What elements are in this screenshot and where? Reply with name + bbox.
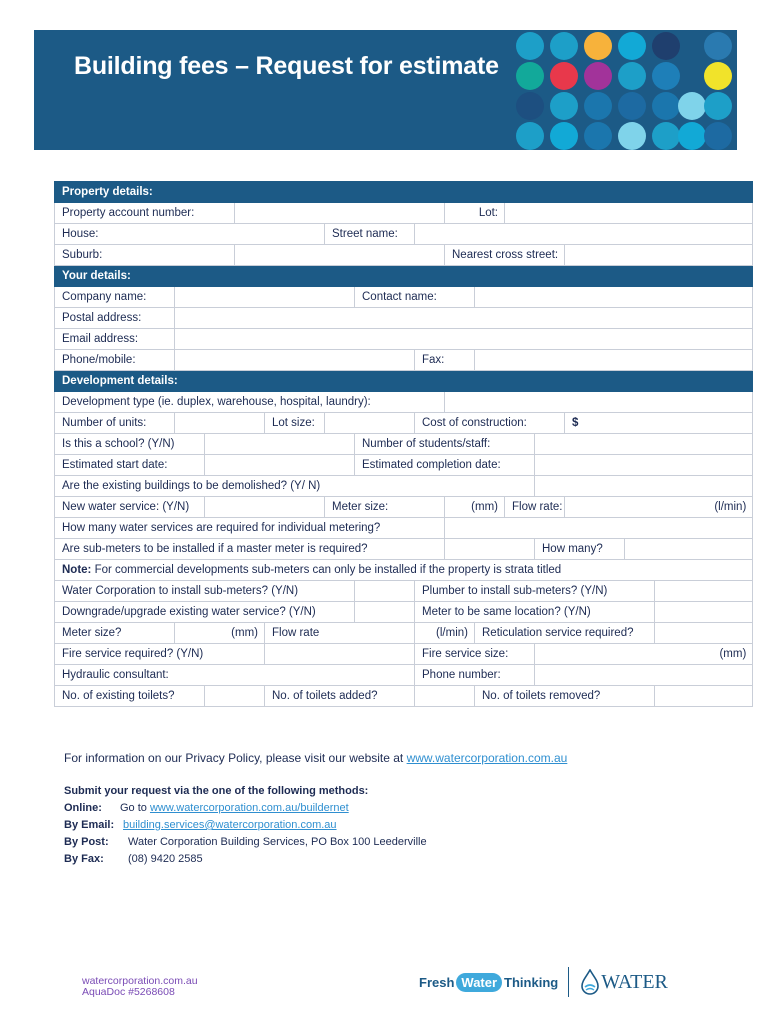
- toilets-removed-field[interactable]: [655, 686, 753, 707]
- company-name-label: Company name:: [55, 287, 175, 308]
- flow-rate-plain-label: Flow rate: [265, 623, 415, 644]
- phone-mobile-label: Phone/mobile:: [55, 350, 175, 371]
- decorative-dot: [652, 92, 680, 120]
- is-school-field[interactable]: [205, 434, 355, 455]
- phone-mobile-field[interactable]: [175, 350, 415, 371]
- decorative-dot: [550, 32, 578, 60]
- water-corporation-logo: [581, 969, 668, 995]
- submit-email-row: [64, 819, 427, 836]
- fax-field[interactable]: [475, 350, 753, 371]
- decorative-dot: [652, 32, 680, 60]
- decorative-dot: [652, 62, 680, 90]
- flow-rate-plain-field[interactable]: (l/min): [415, 623, 475, 644]
- section-header-property: Property details:: [55, 182, 753, 203]
- footer-doc-id: AquaDoc #5268608: [82, 986, 175, 998]
- existing-toilets-field[interactable]: [205, 686, 265, 707]
- decorative-dot: [550, 92, 578, 120]
- toilets-added-field[interactable]: [415, 686, 475, 707]
- existing-demolished-label: Are the existing buildings to be demolished? (Y/ N): [55, 476, 535, 497]
- post-label: By Post:: [64, 836, 109, 848]
- reticulation-label: Reticulation service required?: [475, 623, 655, 644]
- tagline-thinking: Thinking: [504, 974, 559, 990]
- plumber-install-sub-meters-field[interactable]: [655, 581, 753, 602]
- decorative-dot: [516, 32, 544, 60]
- decorative-dot: [704, 62, 732, 90]
- hydraulic-consultant-label: Hydraulic consultant:: [55, 665, 415, 686]
- toilets-removed-label: No. of toilets removed?: [475, 686, 655, 707]
- number-of-units-label: Number of units:: [55, 413, 175, 434]
- decorative-dot: [652, 122, 680, 150]
- decorative-dot: [516, 122, 544, 150]
- strata-note: [55, 560, 753, 581]
- submit-heading: Submit your request via the one of the following methods:: [64, 785, 369, 797]
- how-many-services-label: How many water services are required for individual metering?: [55, 518, 445, 539]
- email-address-field[interactable]: [175, 329, 753, 350]
- tagline-fresh: Fresh: [419, 974, 455, 990]
- phone-number-field[interactable]: [535, 665, 753, 686]
- privacy-link[interactable]: www.watercorporation.com.au: [406, 751, 568, 765]
- meter-size-question-field[interactable]: (mm): [175, 623, 265, 644]
- decorative-dot: [678, 122, 706, 150]
- email-link[interactable]: building.services@watercorporation.com.au: [123, 819, 337, 831]
- submit-online-row: [64, 802, 427, 819]
- decorative-dot: [618, 62, 646, 90]
- number-of-students-field[interactable]: [535, 434, 753, 455]
- house-label: House:: [55, 224, 325, 245]
- number-of-units-field[interactable]: [175, 413, 265, 434]
- meter-same-location-label: Meter to be same location? (Y/N): [415, 602, 655, 623]
- estimated-start-date-field[interactable]: [205, 455, 355, 476]
- existing-demolished-field[interactable]: [535, 476, 753, 497]
- note-bold-label: Note:: [62, 564, 92, 576]
- wc-install-sub-meters-field[interactable]: [355, 581, 415, 602]
- decorative-dot: [704, 122, 732, 150]
- header-banner: [34, 30, 737, 150]
- decorative-dot: [678, 92, 706, 120]
- footer-website: watercorporation.com.au: [82, 975, 198, 987]
- suburb-field[interactable]: [235, 245, 445, 266]
- sub-meters-master-label: Are sub-meters to be installed if a master meter is required?: [55, 539, 445, 560]
- plumber-install-sub-meters-label: Plumber to install sub-meters? (Y/N): [415, 581, 655, 602]
- decorative-dot: [618, 122, 646, 150]
- cost-of-construction-field[interactable]: $: [565, 413, 753, 434]
- decorative-dot: [704, 32, 732, 60]
- tagline-water: Water: [456, 973, 502, 992]
- phone-number-label: Phone number:: [415, 665, 535, 686]
- footer-branding: [419, 965, 668, 999]
- toilets-added-label: No. of toilets added?: [265, 686, 415, 707]
- property-account-number-label: Property account number:: [55, 203, 235, 224]
- fire-service-required-field[interactable]: [265, 644, 415, 665]
- development-type-field[interactable]: [445, 392, 753, 413]
- estimate-form: [54, 181, 753, 707]
- fire-service-required-label: Fire service required? (Y/N): [55, 644, 265, 665]
- new-water-service-label: New water service: (Y/N): [55, 497, 205, 518]
- contact-name-label: Contact name:: [355, 287, 475, 308]
- submit-methods: [64, 785, 427, 870]
- privacy-text: For information on our Privacy Policy, please visit our website at: [64, 751, 407, 765]
- page-title: Building fees – Request for estimate: [74, 52, 499, 80]
- company-name-field[interactable]: [175, 287, 355, 308]
- note-text: For commercial developments sub-meters can only be installed if the property is strata titled: [91, 564, 562, 576]
- estimated-completion-date-field[interactable]: [535, 455, 753, 476]
- how-many-field[interactable]: [625, 539, 753, 560]
- estimated-start-date-label: Estimated start date:: [55, 455, 205, 476]
- property-account-number-field[interactable]: [235, 203, 445, 224]
- post-text: Water Corporation Building Services, PO Box 100 Leederville: [128, 836, 427, 848]
- section-header-development: Development details:: [55, 371, 753, 392]
- online-label: Online:: [64, 802, 102, 814]
- fax-method-text: (08) 9420 2585: [128, 853, 203, 865]
- is-school-label: Is this a school? (Y/N): [55, 434, 205, 455]
- flow-rate-label: Flow rate:: [505, 497, 565, 518]
- estimated-completion-date-label: Estimated completion date:: [355, 455, 535, 476]
- decorative-dot: [584, 92, 612, 120]
- decorative-dot: [618, 32, 646, 60]
- decorative-dot: [584, 32, 612, 60]
- lot-size-label: Lot size:: [265, 413, 325, 434]
- online-text: Go to: [120, 802, 150, 814]
- logo-text: WATER: [601, 970, 668, 993]
- fax-method-label: By Fax:: [64, 853, 104, 865]
- lot-label: Lot:: [445, 203, 505, 224]
- new-water-service-field[interactable]: [205, 497, 325, 518]
- street-name-field[interactable]: [415, 224, 753, 245]
- fire-service-size-field[interactable]: (mm): [535, 644, 753, 665]
- postal-address-label: Postal address:: [55, 308, 175, 329]
- submit-post-row: [64, 836, 427, 853]
- how-many-services-field[interactable]: [445, 518, 753, 539]
- decorative-dot: [516, 62, 544, 90]
- decorative-dot: [618, 92, 646, 120]
- meter-size-question-label: Meter size?: [55, 623, 175, 644]
- street-name-label: Street name:: [325, 224, 415, 245]
- meter-size-field[interactable]: (mm): [445, 497, 505, 518]
- downgrade-upgrade-label: Downgrade/upgrade existing water service? (Y/N): [55, 602, 355, 623]
- email-address-label: Email address:: [55, 329, 175, 350]
- decorative-dot: [550, 62, 578, 90]
- suburb-label: Suburb:: [55, 245, 235, 266]
- brand-divider: [568, 967, 569, 997]
- nearest-cross-street-field[interactable]: [565, 245, 753, 266]
- water-drop-icon: [581, 969, 599, 995]
- number-of-students-label: Number of students/staff:: [355, 434, 535, 455]
- downgrade-upgrade-field[interactable]: [355, 602, 415, 623]
- nearest-cross-street-label: Nearest cross street:: [445, 245, 565, 266]
- email-label: By Email:: [64, 819, 115, 831]
- contact-name-field[interactable]: [475, 287, 753, 308]
- online-link[interactable]: www.watercorporation.com.au/buildernet: [149, 802, 349, 814]
- decorative-dot: [584, 62, 612, 90]
- flow-rate-field[interactable]: (l/min): [565, 497, 753, 518]
- wc-install-sub-meters-label: Water Corporation to install sub-meters? (Y/N): [55, 581, 355, 602]
- privacy-notice: [64, 751, 567, 765]
- lot-size-field[interactable]: [325, 413, 415, 434]
- development-type-label: Development type (ie. duplex, warehouse, hospital, laundry):: [55, 392, 445, 413]
- how-many-label: How many?: [535, 539, 625, 560]
- postal-address-field[interactable]: [175, 308, 753, 329]
- fire-service-size-label: Fire service size:: [415, 644, 535, 665]
- submit-fax-row: [64, 853, 427, 870]
- cost-of-construction-label: Cost of construction:: [415, 413, 565, 434]
- decorative-dot: [704, 92, 732, 120]
- decorative-dot: [584, 122, 612, 150]
- lot-field[interactable]: [505, 203, 753, 224]
- decorative-dot: [516, 92, 544, 120]
- existing-toilets-label: No. of existing toilets?: [55, 686, 205, 707]
- reticulation-field[interactable]: [655, 623, 753, 644]
- meter-size-label: Meter size:: [325, 497, 445, 518]
- sub-meters-master-field[interactable]: [445, 539, 535, 560]
- decorative-dot: [550, 122, 578, 150]
- section-header-your-details: Your details:: [55, 266, 753, 287]
- footer-left: [82, 976, 198, 998]
- meter-same-location-field[interactable]: [655, 602, 753, 623]
- fax-label: Fax:: [415, 350, 475, 371]
